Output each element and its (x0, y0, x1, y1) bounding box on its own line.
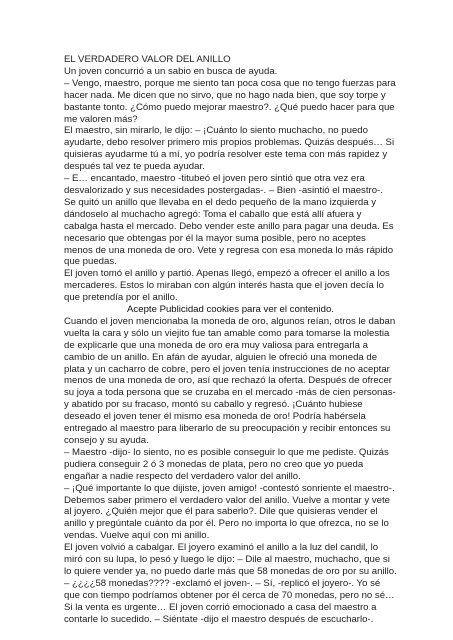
paragraph: Cuando el joven mencionaba la moneda de oro, algunos reían, otros le daban vuelta la cara y sólo un viejito fue tan amable como para tomarse la molestia de explicarle que una moneda de oro era muy valiosa para entregarla a cambio de un anillo. En afán de ayudar, alguien le ofreció una moneda de plata y un cacharro de cobre, pero el joven tenía instrucciones de no aceptar menos de una moneda de oro, así que rechazó la oferta. Después de ofrecer su joya a toda persona que se cruzaba en el mercado -más de cien personas- y abatido por su fracaso, montó su caballo y regresó. ¡Cuánto hubiese deseado el joven tener él mismo esa moneda de oro! Podría habérsela entregado al maestro para liberarlo de su preocupación y recibir entonces su consejo y su ayuda. (64, 315, 396, 446)
cookie-notice-link[interactable]: Acepte Publicidad cookies para ver el contenido. (127, 304, 334, 316)
paragraph: El joven tomó el anillo y partió. Apenas llegó, empezó a ofrecer el anillo a los mercaderes. Estos lo miraban con algún interés hasta que el joven decía lo que pretendía por el anillo. (64, 268, 390, 304)
paragraph: – ¡Qué importante lo que dijiste, joven amigo! -contestó sonriente el maestro-. Debemos saber primero el verdadero valor del anillo. Vuelve a montar y vete al joyero. ¿Quién mejor que él para saberlo?. Dile que quisieras vender el anillo y pregúntale cuánto da por él. Pero no importa lo que ofrezca, no se lo vendas. Vuelve aquí con mi anillo. (64, 482, 395, 542)
paragraph: El joven volvió a cabalgar. El joyero examinó el anillo a la luz del candil, lo miró con su lupa, lo pesó y luego le dijo: – Dile al maestro, muchacho, que si lo quiere vender ya, no puedo darle más que 58 monedas de oro por su anillo. – ¿¿¿¿58 monedas???? -exclamó el joven-. – Sí, -replicó el joyero-. Yo sé que con tiempo podríamos obtener por él cerca de 70 monedas, pero no sé… Si la venta es urgente… El joven corrió emocionado a casa del maestro a contarle lo sucedido. – Siéntate -dijo el maestro después de escucharlo-. (64, 542, 397, 625)
document-title: EL VERDADERO VALOR DEL ANILLO (64, 54, 231, 65)
paragraph: – E… encantado, maestro -titubeó el joven pero sintió que otra vez era desvalorizado y sus necesidades postergadas-. – Bien -asintió el maestro-. Se quitó un anillo que llevaba en el dedo pequeño de la mano izquierda y dándoselo al muchacho agregó: Toma el caballo que está allí afuera y cabalga hasta el mercado. Debo vender este anillo para pagar una deuda. Es necesario que obtengas por él la mayor suma posible, pero no aceptes menos de una moneda de oro. Vete y regresa con esa moneda lo más rápido que puedas. (64, 173, 394, 268)
paragraph: – Vengo, maestro, porque me siento tan poca cosa que no tengo fuerzas para hacer nada. Me dicen que no sirvo, que no hago nada bien, que soy torpe y bastante tonto. ¿Cómo puedo mejorar maestro?. ¿Qué puedo hacer para que me valoren más? (64, 77, 396, 125)
paragraph: – Maestro -dijo- lo siento, no es posible conseguir lo que me pediste. Quizás pudiera conseguir 2 ó 3 monedas de plata, pero no creo que yo pueda engañar a nadie respecto del verdadero valor del anillo. (64, 446, 389, 482)
paragraph: Un joven concurrió a un sabio en busca de ayuda. (64, 65, 278, 77)
paragraph: El maestro, sin mirarlo, le dijo: – ¡Cuánto lo siento muchacho, no puedo ayudarte, debo resolver primero mis propios problemas. Quizás después… Si quisieras ayudarme tú a mí, yo podría resolver este tema con más rapidez y después tal vez te pueda ayudar. (64, 125, 395, 173)
